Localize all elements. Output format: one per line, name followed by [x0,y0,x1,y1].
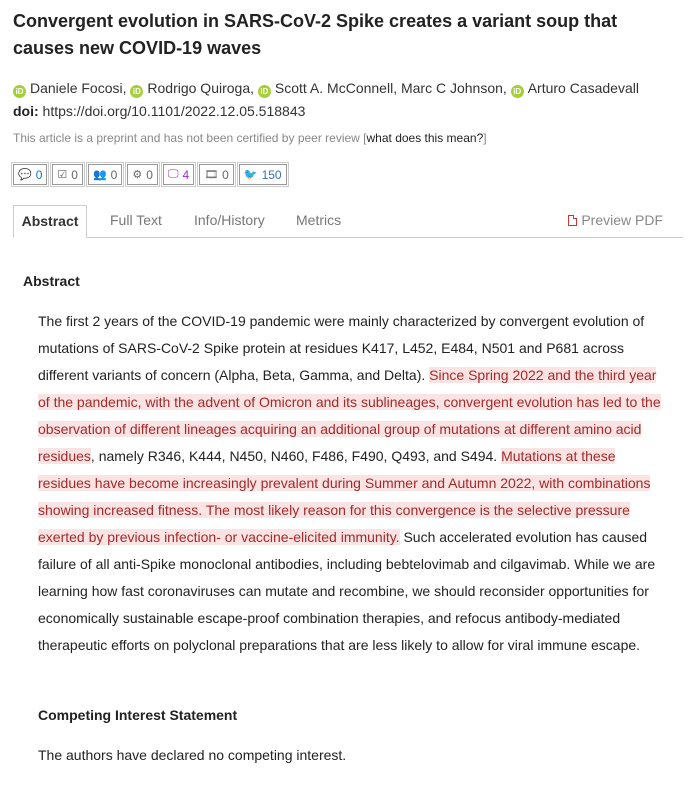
metrics-bar [13,164,287,185]
highlighted-text: Since Spring 2022 and the third year of the pandemic, with the advent of Omicron and its sublineages, convergent evolution has led to the observation of different lineages acquiring an additional group of mutations at different amino acid residues [38,367,661,464]
competing-interest-text: The authors have declared no competing interest. [38,747,347,763]
metric-count: 0 [146,167,153,182]
check-icon: ☑ [57,169,68,181]
abstract-text-segment: The first 2 years of the COVID-19 pandemic were mainly characterized by convergent evolution of mutations of SARS-CoV-2 Spike protein at residues K417, L452, E484, N501 and P681 across different variants of concern (Alpha, Beta, Gamma, and Delta). [38,313,645,383]
tab-metrics[interactable]: Metrics [296,212,342,228]
orcid-icon[interactable]: iD [13,85,26,98]
metric-film[interactable] [199,164,234,185]
abstract-text [38,308,664,659]
doi-link[interactable]: https://doi.org/10.1101/2022.12.05.518843 [42,103,306,119]
preview-pdf-button[interactable] [568,205,663,237]
comment-icon: 💬 [18,169,32,181]
metric-count: 0 [110,167,118,182]
metric-twitter[interactable] [239,164,287,185]
author-separator: , [393,80,401,96]
author-name[interactable]: Arturo Casadevall [527,80,639,96]
author-name[interactable]: Scott A. McConnell [274,80,394,96]
metric-count: 0 [35,167,43,182]
monitor-icon: 🖵 [167,168,179,180]
author-separator: , [502,80,511,96]
metric-check[interactable] [52,164,83,185]
metric-gears[interactable] [127,164,158,185]
preprint-notice-close: ] [483,131,487,145]
author-name[interactable]: Rodrigo Quiroga [147,80,251,96]
author-separator: , [122,80,131,96]
orcid-icon[interactable]: iD [130,85,143,98]
author-name[interactable]: Daniele Focosi [30,80,123,96]
metric-count: 0 [222,167,229,182]
preprint-notice [13,129,487,147]
users-icon: 👥 [92,169,107,181]
author-name[interactable]: Marc C Johnson [400,80,503,96]
orcid-icon[interactable]: iD [511,85,524,98]
tab-abstract[interactable]: Abstract [13,205,87,238]
metric-monitor[interactable] [163,164,194,185]
pdf-icon [568,215,577,226]
what-does-this-mean-link[interactable]: what does this mean? [366,131,484,145]
author-list [13,78,688,98]
highlighted-text: Mutations at these residues have become increasingly prevalent during Summer and Autumn 2022, with combinations showing increased fitness. The most likely reason for this convergence is the selective pressure exerted by previous infection- or vaccine-elicited immunity. [38,448,651,545]
preprint-notice-text: This article is a preprint and has not been certified by peer review [ [13,131,367,145]
film-icon: 🎞 [204,169,219,181]
metric-users[interactable] [88,164,122,185]
tab-info-history[interactable]: Info/History [194,212,265,228]
abstract-text-segment: Such accelerated evolution has caused failure of all anti-Spike monoclonal antibodies, including bebtelovimab and cilgavimab. While we are learning how fast coronaviruses can mutate and recombine, we should reconsider opportunities for economically sustainable escape-proof combination therapies, and refocus antibody-mediated therapeutic efforts on polyclonal preparations that are less likely to allow for viral immune escape. [38,529,656,653]
abstract-heading: Abstract [23,273,80,289]
author-separator: , [250,80,258,96]
preview-pdf-label: Preview PDF [581,212,663,228]
doi-line [13,101,305,121]
article-tabs [13,205,683,238]
twitter-icon: 🐦 [243,169,258,181]
metric-comment[interactable] [13,164,47,185]
competing-interest-heading: Competing Interest Statement [38,707,238,723]
doi-label: doi: [13,103,39,119]
orcid-icon[interactable]: iD [258,85,271,98]
article-title: Convergent evolution in SARS-CoV-2 Spike creates a variant soup that causes new COVID-19 waves [13,11,618,58]
metric-count: 0 [71,167,78,182]
gears-icon: ⚙ [132,169,143,181]
tab-full-text[interactable]: Full Text [110,212,162,228]
abstract-text-segment: , namely R346, K444, N450, N460, F486, F490, Q493, and S494. [90,448,502,464]
metric-count: 150 [261,167,282,182]
metric-count: 4 [182,167,190,182]
